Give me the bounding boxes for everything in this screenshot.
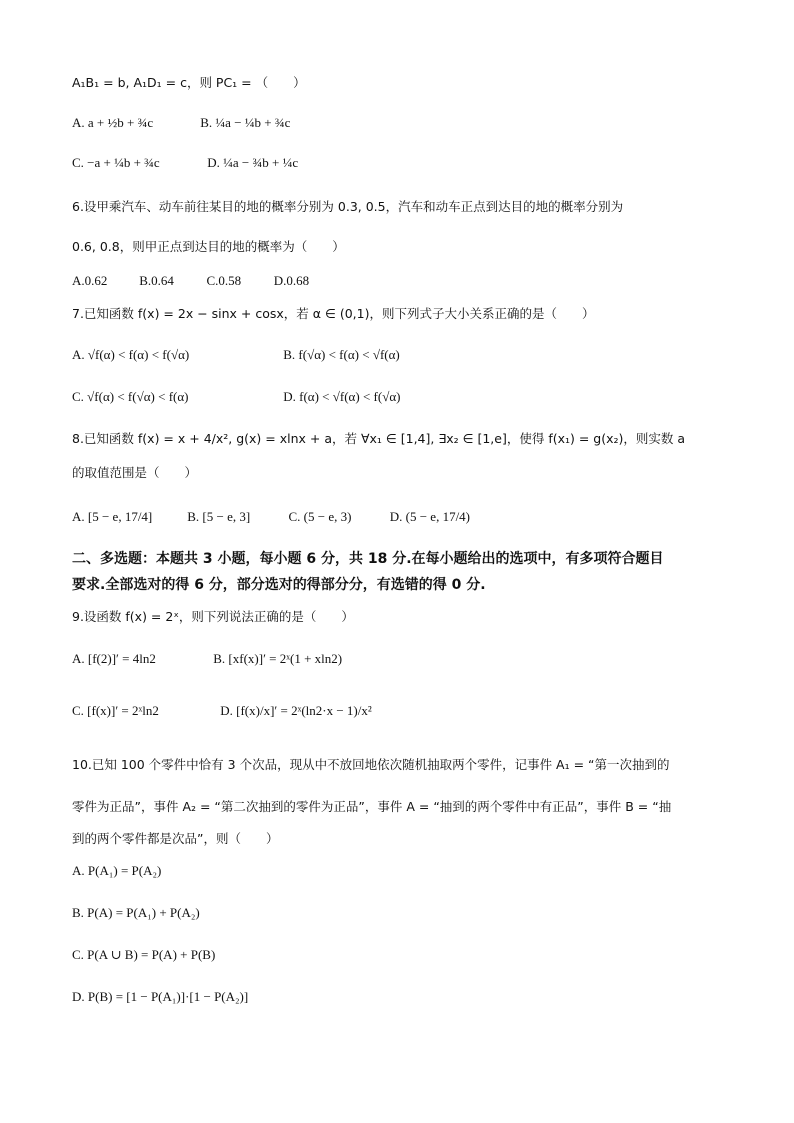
q10-stem-line-2: 零件为正品”，事件 A₂ = “第二次抽到的零件为正品”，事件 A = “抽到的两个零件中有正品”，事件 B = “抽 <box>72 799 672 814</box>
q8-option-c: C. (5 − e, 3) <box>288 509 352 524</box>
q5-options-row-2 <box>72 152 298 174</box>
q10-option-a: A. P(A₁) = P(A₂) <box>72 863 162 878</box>
q8-option-d: D. (5 − e, 17/4) <box>389 509 471 524</box>
q9-options-row-2 <box>72 700 372 722</box>
q9-option-c: C. [f(x)]′ = 2ˣln2 <box>72 703 159 718</box>
q5-option-d: D. ¼a − ¾b + ¼c <box>207 155 299 170</box>
q9-stem: 9.设函数 f(x) = 2ˣ，则下列说法正确的是（ ） <box>72 609 354 624</box>
section-2-title-line-1: 二、多选题：本题共 3 小题，每小题 6 分，共 18 分.在每小题给出的选项中，有多项符合题目 <box>72 551 664 567</box>
q6-option-c: C.0.58 <box>206 273 242 288</box>
q7-option-b: B. f(√α) < f(α) < √f(α) <box>283 347 400 362</box>
q6-stem-line-2: 0.6, 0.8，则甲正点到达目的地的概率为（ ） <box>72 239 345 254</box>
q9-options-row-1 <box>72 648 342 670</box>
q5-option-b: B. ¼a − ¼b + ¾c <box>200 115 291 130</box>
q7-options-row-1 <box>72 344 400 366</box>
section-2-title-line-2: 要求.全部选对的得 6 分，部分选对的得部分分，有选错的得 0 分. <box>72 577 486 593</box>
q5-options-row-1 <box>72 112 290 134</box>
q5-stem-tail: A₁B₁ = b, A₁D₁ = c，则 PC₁ = （ ） <box>72 75 306 90</box>
q7-option-a: A. √f(α) < f(α) < f(√α) <box>72 347 190 362</box>
q7-stem: 7.已知函数 f(x) = 2x − sinx + cosx，若 α ∈ (0,1)，则下列式子大小关系正确的是（ ） <box>72 306 595 321</box>
q6-option-d: D.0.68 <box>273 273 310 288</box>
q9-option-d: D. [f(x)/x]′ = 2ˣ(ln2·x − 1)/x² <box>220 703 372 718</box>
q7-options-row-2 <box>72 386 400 408</box>
q8-stem-line-2: 的取值范围是（ ） <box>72 465 198 480</box>
q8-options <box>72 506 470 528</box>
q6-options <box>72 270 309 292</box>
q8-option-a: A. [5 − e, 17/4] <box>72 509 153 524</box>
q8-stem-line-1: 8.已知函数 f(x) = x + 4/x², g(x) = xlnx + a，若 ∀x₁ ∈ [1,4], ∃x₂ ∈ [1,e]，使得 f(x₁) = g(x₂)，则实数 a <box>72 431 686 446</box>
q9-option-a: A. [f(2)]′ = 4ln2 <box>72 651 156 666</box>
q6-option-b: B.0.64 <box>139 273 174 288</box>
q6-option-a: A.0.62 <box>72 273 108 288</box>
q7-option-c: C. √f(α) < f(√α) < f(α) <box>72 389 189 404</box>
q7-option-d: D. f(α) < √f(α) < f(√α) <box>283 389 401 404</box>
q10-stem-line-1: 10.已知 100 个零件中恰有 3 个次品，现从中不放回地依次随机抽取两个零件，记事件 A₁ = “第一次抽到的 <box>72 757 670 772</box>
q8-option-b: B. [5 − e, 3] <box>187 509 251 524</box>
q5-option-c: C. −a + ¼b + ¾c <box>72 155 160 170</box>
q5-option-a: A. a + ½b + ¾c <box>72 115 154 130</box>
q10-option-d: D. P(B) = [1 − P(A₁)]·[1 − P(A₂)] <box>72 989 249 1004</box>
q10-stem-line-3: 到的两个零件都是次品”，则（ ） <box>72 831 279 846</box>
q10-option-b: B. P(A) = P(A₁) + P(A₂) <box>72 905 200 920</box>
q9-option-b: B. [xf(x)]′ = 2ˣ(1 + xln2) <box>213 651 343 666</box>
q6-stem-line-1: 6.设甲乘汽车、动车前往某目的地的概率分别为 0.3, 0.5，汽车和动车正点到达目的地的概率分别为 <box>72 199 624 214</box>
q10-option-c: C. P(A ∪ B) = P(A) + P(B) <box>72 947 216 962</box>
